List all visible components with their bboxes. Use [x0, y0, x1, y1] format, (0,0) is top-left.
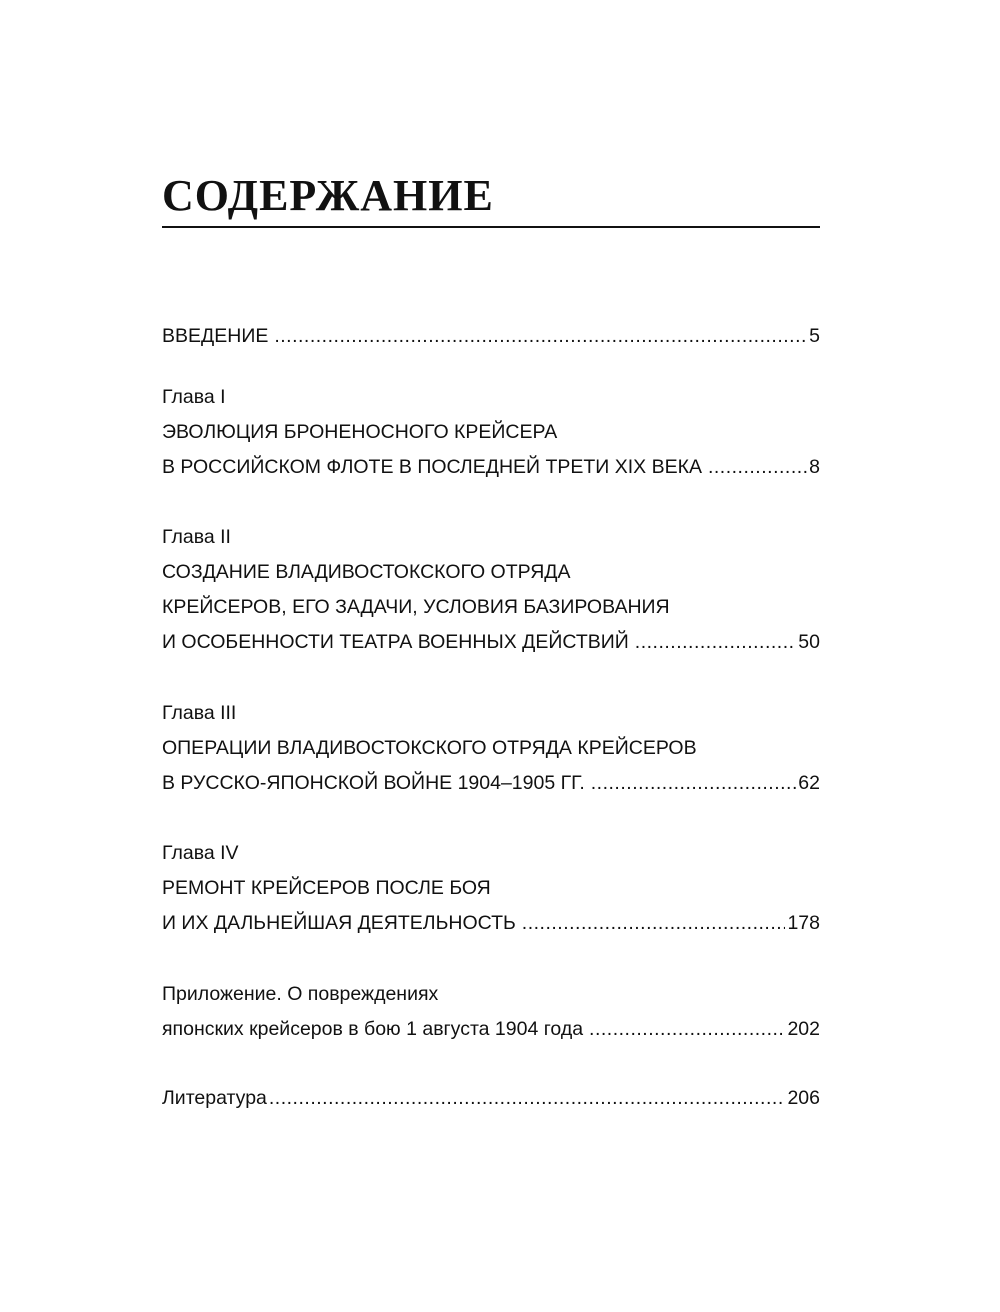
toc-entry-title-line: ОПЕРАЦИИ ВЛАДИВОСТОКСКОГО ОТРЯДА КРЕЙСЕРОВ	[162, 737, 697, 759]
toc-page-number: 50	[798, 631, 820, 653]
toc-page-number: 206	[787, 1087, 820, 1109]
toc-entry-chapter-2[interactable]	[162, 627, 820, 657]
dot-leader	[708, 452, 807, 482]
toc-entry-chapter-4[interactable]	[162, 908, 820, 938]
dot-leader	[522, 908, 786, 938]
toc-entry-literature[interactable]	[162, 1083, 820, 1113]
toc-entry-title: В РУССКО-ЯПОНСКОЙ ВОЙНЕ 1904–1905 ГГ.	[162, 772, 585, 794]
toc-entry-title-line: КРЕЙСЕРОВ, ЕГО ЗАДАЧИ, УСЛОВИЯ БАЗИРОВАНИЯ	[162, 596, 670, 618]
toc-entry-title: ВВЕДЕНИЕ	[162, 325, 269, 347]
chapter-label-4: Глава IV	[162, 842, 239, 864]
toc-entry-title-line: РЕМОНТ КРЕЙСЕРОВ ПОСЛЕ БОЯ	[162, 877, 491, 899]
dot-leader	[589, 1014, 785, 1044]
toc-entry-title: И ОСОБЕННОСТИ ТЕАТРА ВОЕННЫХ ДЕЙСТВИЙ	[162, 631, 629, 653]
toc-entry-title-line: ЭВОЛЮЦИЯ БРОНЕНОСНОГО КРЕЙСЕРА	[162, 421, 558, 443]
toc-page-number: 8	[809, 456, 820, 478]
toc-entry-title: И ИХ ДАЛЬНЕЙШАЯ ДЕЯТЕЛЬНОСТЬ	[162, 912, 516, 934]
chapter-label-3: Глава III	[162, 702, 237, 724]
dot-leader	[274, 321, 807, 351]
dot-leader	[635, 627, 797, 657]
toc-entry-appendix[interactable]	[162, 1014, 820, 1044]
toc-entry-title-line: Приложение. О повреждениях	[162, 983, 439, 1005]
toc-page-number: 5	[809, 325, 820, 347]
toc-entry-chapter-3[interactable]	[162, 768, 820, 798]
page-title: СОДЕРЖАНИЕ	[162, 171, 494, 220]
toc-entry-title: Литература	[162, 1087, 267, 1109]
chapter-label-2: Глава II	[162, 526, 231, 548]
title-underline	[162, 226, 820, 228]
toc-page-number: 202	[787, 1018, 820, 1040]
chapter-label-1: Глава I	[162, 386, 226, 408]
dot-leader	[269, 1083, 786, 1113]
dot-leader	[591, 768, 797, 798]
toc-page-number: 178	[787, 912, 820, 934]
toc-entry-introduction[interactable]	[162, 321, 820, 351]
toc-entry-title: В РОССИЙСКОМ ФЛОТЕ В ПОСЛЕДНЕЙ ТРЕТИ XIX ВЕКА	[162, 456, 702, 478]
toc-entry-title: японских крейсеров в бою 1 августа 1904 года	[162, 1018, 584, 1040]
toc-entry-chapter-1[interactable]	[162, 452, 820, 482]
toc-page-number: 62	[798, 772, 820, 794]
toc-entry-title-line: СОЗДАНИЕ ВЛАДИВОСТОКСКОГО ОТРЯДА	[162, 561, 571, 583]
